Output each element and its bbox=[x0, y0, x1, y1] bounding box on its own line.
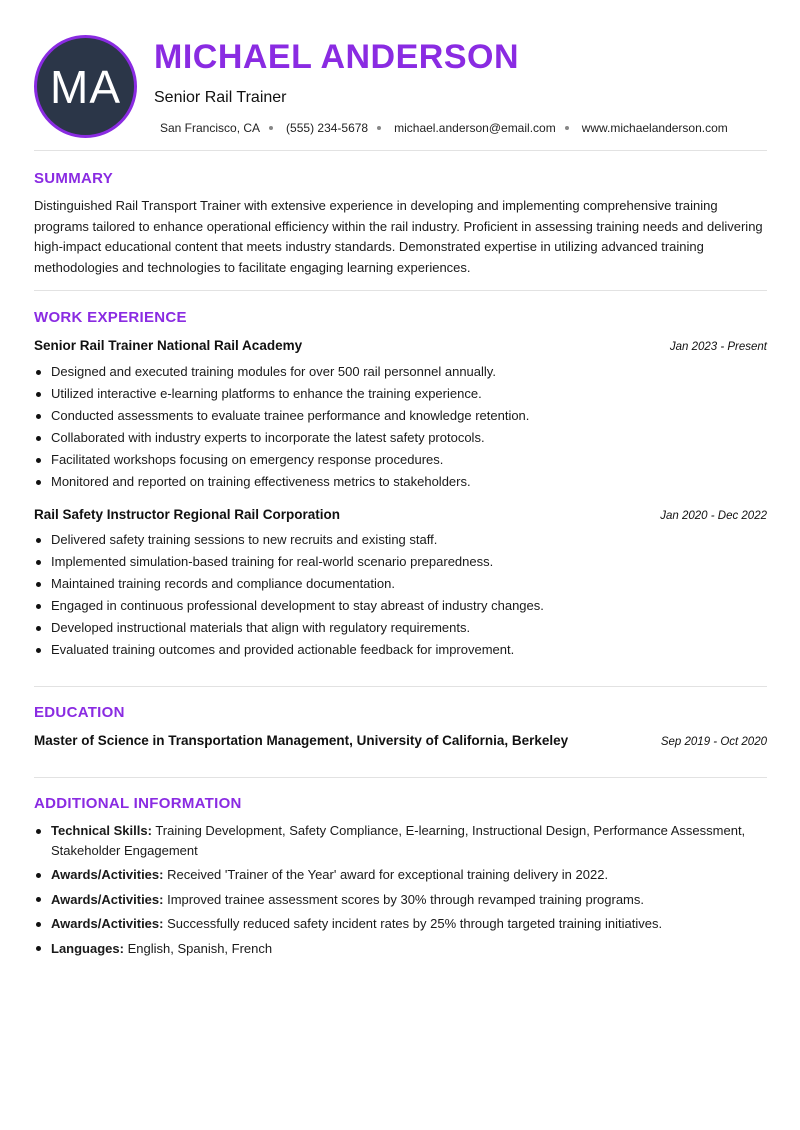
item-label: Awards/Activities: bbox=[51, 916, 164, 931]
list-item: Designed and executed training modules for over 500 rail personnel annually. bbox=[51, 361, 771, 383]
item-text: Improved trainee assessment scores by 30% through revamped training programs. bbox=[167, 891, 644, 907]
list-item: Collaborated with industry experts to incorporate the latest safety protocols. bbox=[51, 427, 771, 449]
divider bbox=[34, 686, 767, 687]
item-label: Awards/Activities: bbox=[51, 867, 164, 882]
additional-list bbox=[51, 821, 767, 963]
item-text: Successfully reduced safety incident rates by 25% through targeted training initiatives. bbox=[167, 916, 663, 931]
list-item: Developed instructional materials that align with regulatory requirements. bbox=[51, 617, 771, 639]
candidate-title: Senior Rail Trainer bbox=[154, 89, 287, 106]
candidate-name: MICHAEL ANDERSON bbox=[154, 38, 520, 76]
education-degree: Master of Science in Transportation Management, University of California, Berkeley bbox=[34, 733, 569, 748]
experience-heading: WORK EXPERIENCE bbox=[34, 309, 187, 326]
education-date: Sep 2019 - Oct 2020 bbox=[660, 736, 767, 748]
contact-email[interactable]: michael.anderson@email.com bbox=[394, 121, 556, 135]
list-item: Implemented simulation-based training for real-world scenario preparedness. bbox=[51, 551, 771, 573]
education-entry bbox=[34, 733, 767, 748]
contact-website[interactable]: www.michaelanderson.com bbox=[581, 121, 728, 135]
job-bullets bbox=[51, 529, 771, 661]
summary-text: Distinguished Rail Transport Trainer with extensive experience in developing and implementing comprehensive training programs tailored to enhance operational efficiency within the rail industry. Proficient in assessing training needs and delivering high-impact educational content that meets industry standards. Demonstrated expertise in utilizing advanced training methodologies and technologies to facilitate engaging learning experiences. bbox=[34, 198, 763, 275]
list-item: Evaluated training outcomes and provided actionable feedback for improvement. bbox=[51, 639, 771, 661]
list-item: Facilitated workshops focusing on emergency response procedures. bbox=[51, 449, 771, 471]
contact-phone: (555) 234-5678 bbox=[286, 121, 369, 135]
list-item: Conducted assessments to evaluate trainee performance and knowledge retention. bbox=[51, 405, 771, 427]
job-date: Jan 2023 - Present bbox=[669, 341, 767, 353]
list-item bbox=[51, 890, 767, 910]
separator-dot bbox=[269, 126, 273, 130]
item-text: Received 'Trainer of the Year' award for exceptional training delivery in 2022. bbox=[167, 867, 609, 882]
list-item: Delivered safety training sessions to new recruits and existing staff. bbox=[51, 529, 771, 551]
list-item: Monitored and reported on training effectiveness metrics to stakeholders. bbox=[51, 471, 771, 493]
separator-dot bbox=[377, 126, 381, 130]
item-text: English, Spanish, French bbox=[127, 940, 273, 956]
list-item bbox=[51, 939, 767, 959]
additional-heading: ADDITIONAL INFORMATION bbox=[34, 795, 242, 812]
job-header bbox=[34, 507, 767, 522]
divider bbox=[34, 150, 767, 151]
education-heading: EDUCATION bbox=[34, 704, 125, 721]
list-item: Utilized interactive e-learning platforms to enhance the training experience. bbox=[51, 383, 771, 405]
job-role: Senior Rail Trainer National Rail Academy bbox=[34, 338, 303, 353]
summary-heading: SUMMARY bbox=[34, 170, 114, 187]
job-date: Jan 2020 - Dec 2022 bbox=[660, 510, 767, 522]
avatar bbox=[34, 35, 137, 138]
job-role: Rail Safety Instructor Regional Rail Corporation bbox=[34, 507, 341, 522]
divider bbox=[34, 777, 767, 778]
list-item bbox=[51, 821, 767, 860]
item-text: Training Development, Safety Compliance, E-learning, Instructional Design, Performance Assessment, Stakeholder Engagement bbox=[51, 823, 746, 858]
avatar-initials: MA bbox=[50, 60, 121, 113]
item-label: Awards/Activities: bbox=[51, 891, 164, 907]
item-label: Technical Skills: bbox=[51, 823, 152, 838]
list-item bbox=[51, 914, 767, 934]
job-bullets bbox=[51, 361, 771, 493]
list-item: Engaged in continuous professional development to stay abreast of industry changes. bbox=[51, 595, 771, 617]
separator-dot bbox=[565, 126, 569, 130]
list-item: Maintained training records and compliance documentation. bbox=[51, 573, 771, 595]
item-label: Languages: bbox=[51, 940, 124, 956]
list-item bbox=[51, 865, 767, 885]
divider bbox=[34, 290, 767, 291]
contact-bar bbox=[160, 121, 728, 135]
contact-location: San Francisco, CA bbox=[160, 121, 261, 135]
job-header bbox=[34, 338, 767, 353]
